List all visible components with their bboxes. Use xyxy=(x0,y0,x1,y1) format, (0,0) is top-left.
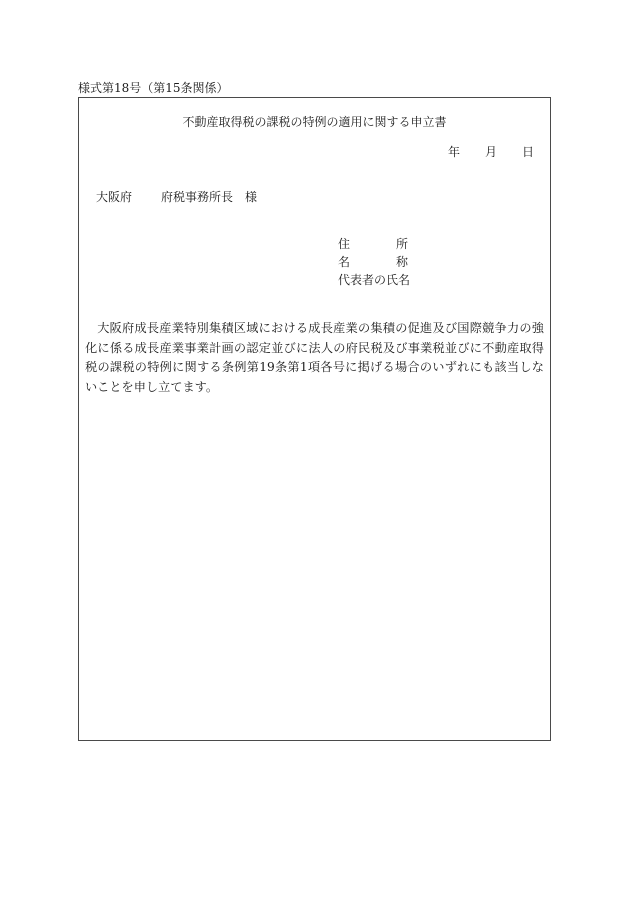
applicant-name-label xyxy=(338,253,408,271)
applicant-name-char-1: 名 xyxy=(338,255,351,269)
applicant-address-char-2: 所 xyxy=(395,237,408,251)
declaration-text: 大阪府成長産業特別集積区域における成長産業の集積の促進及び国際競争力の強化に係る成長産業事業計画の認定並びに法人の府民税及び事業税並びに不動産取得税の課税の特例に関する条例第19条第1項各号に掲げる場合のいずれにも該当しないことを申し立てます。 xyxy=(85,321,544,394)
form-frame xyxy=(78,97,551,741)
date-year-label: 年 xyxy=(447,145,460,159)
applicant-block xyxy=(338,235,410,289)
applicant-name-char-2: 称 xyxy=(395,255,408,269)
date-day-label: 日 xyxy=(521,145,534,159)
addressee-office: 府税事務所長 xyxy=(161,190,234,204)
addressee-honorific: 様 xyxy=(245,190,258,204)
applicant-representative-label: 代表者の氏名 xyxy=(338,273,411,287)
addressee-line xyxy=(96,189,257,205)
date-month-label: 月 xyxy=(484,145,497,159)
form-number: 様式第18号（第15条関係） xyxy=(78,81,229,95)
date-line xyxy=(448,144,534,160)
document-title: 不動産取得税の課税の特例の適用に関する申立書 xyxy=(182,115,447,129)
applicant-address-label xyxy=(338,235,408,253)
addressee-prefecture: 大阪府 xyxy=(96,190,133,204)
applicant-address-char-1: 住 xyxy=(338,237,351,251)
